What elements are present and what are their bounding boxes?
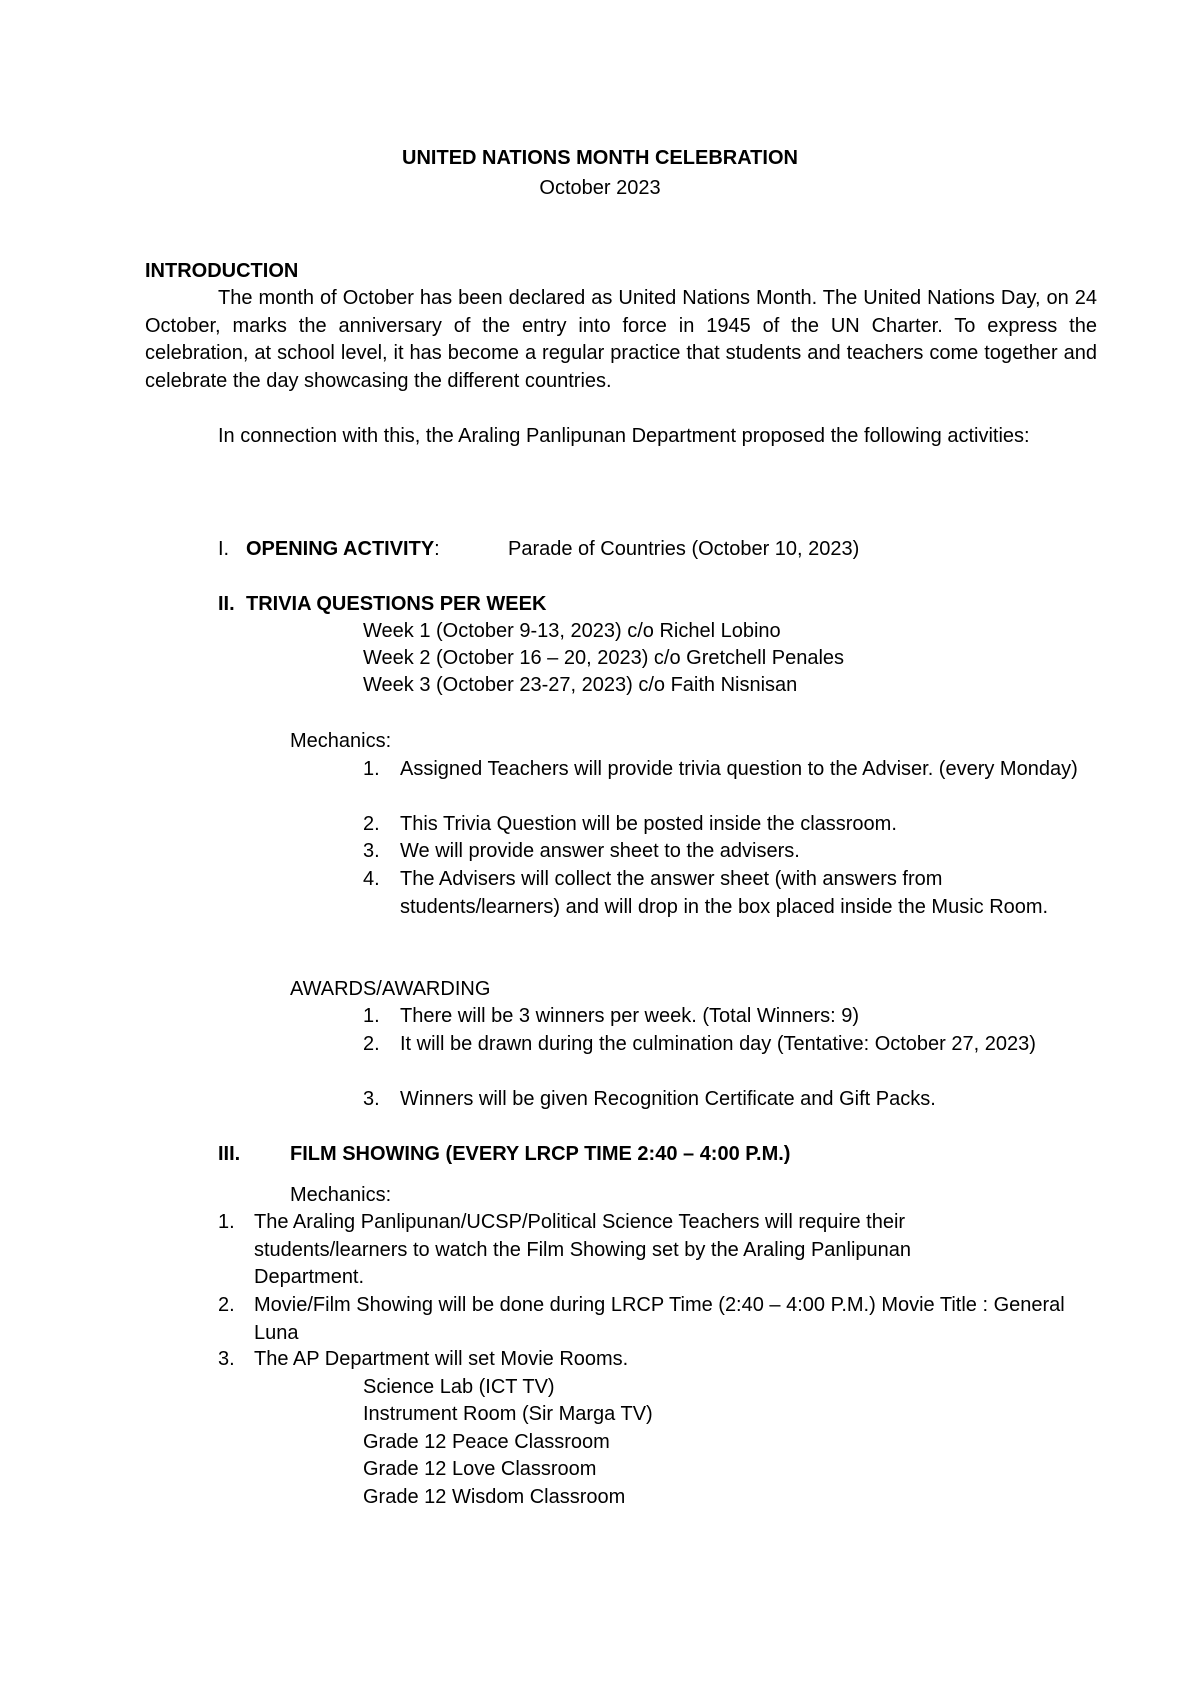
list-item: We will provide answer sheet to the advisers. (400, 840, 800, 862)
section-1-description: Parade of Countries (October 10, 2023) (508, 538, 860, 560)
movie-room-item: Grade 12 Peace Classroom (363, 1431, 610, 1453)
list-item: Assigned Teachers will provide trivia question to the Adviser. (every Monday) (400, 758, 1078, 780)
awards-label: AWARDS/AWARDING (290, 978, 491, 1000)
movie-room-item: Science Lab (ICT TV) (363, 1376, 555, 1398)
list-item: The Advisers will collect the answer sheet (with answers from students/learners) and will drop in the box placed inside the Music Room. (400, 868, 1049, 918)
section-3-numeral: III. (218, 1143, 241, 1165)
introduction-paragraph-1: The month of October has been declared as United Nations Month. The United Nations Day, on 24 October, marks the anniversary of the entry into force in 1945 of the UN Charter. To express the celebration, at school level, it has become a regular practice that students and teachers come together and celebrate the day showcasing the different countries. (145, 287, 1097, 392)
movie-room-item: Grade 12 Love Classroom (363, 1458, 597, 1480)
list-number: 3. (218, 1348, 235, 1370)
section-3-heading: FILM SHOWING (EVERY LRCP TIME 2:40 – 4:00 P.M.) (290, 1143, 791, 1165)
list-item: This Trivia Question will be posted inside the classroom. (400, 813, 897, 835)
list-number: 1. (363, 1005, 380, 1027)
movie-room-item: Instrument Room (Sir Marga TV) (363, 1403, 653, 1425)
list-number: 1. (218, 1211, 235, 1233)
list-item: Movie/Film Showing will be done during LRCP Time (2:40 – 4:00 P.M.) Movie Title : General Luna (254, 1294, 1065, 1344)
list-number: 3. (363, 1088, 380, 1110)
list-number: 2. (218, 1294, 235, 1316)
introduction-paragraph-2: In connection with this, the Araling Panlipunan Department proposed the following activities: (218, 424, 1030, 447)
section-1-numeral: I. (218, 538, 230, 560)
list-item: Winners will be given Recognition Certificate and Gift Packs. (400, 1088, 936, 1110)
introduction-body (145, 285, 1097, 450)
week-item: Week 1 (October 9-13, 2023) c/o Richel Lobino (363, 620, 781, 642)
document-title: UNITED NATIONS MONTH CELEBRATION (402, 147, 798, 169)
list-number: 4. (363, 868, 380, 890)
list-item: The Araling Panlipunan/UCSP/Political Science Teachers will require their students/learners to watch the Film Showing set by the Araling Panlipunan Department. (254, 1211, 912, 1288)
list-number: 2. (363, 813, 380, 835)
list-number: 2. (363, 1033, 380, 1055)
section-1-heading: OPENING ACTIVITY (246, 538, 435, 560)
document-date: October 2023 (539, 177, 661, 199)
section-3-mechanics-label: Mechanics: (290, 1184, 392, 1206)
week-item: Week 2 (October 16 – 20, 2023) c/o Gretchell Penales (363, 647, 845, 669)
introduction-heading: INTRODUCTION (145, 260, 299, 282)
section-2-mechanics-label: Mechanics: (290, 730, 392, 752)
section-2-heading: TRIVIA QUESTIONS PER WEEK (246, 593, 547, 615)
list-item: The AP Department will set Movie Rooms. (254, 1348, 629, 1370)
movie-room-item: Grade 12 Wisdom Classroom (363, 1486, 626, 1508)
list-number: 3. (363, 840, 380, 862)
list-item: There will be 3 winners per week. (Total Winners: 9) (400, 1005, 860, 1027)
week-item: Week 3 (October 23-27, 2023) c/o Faith Nisnisan (363, 674, 798, 696)
section-2-numeral: II. (218, 593, 235, 615)
list-item: It will be drawn during the culmination day (Tentative: October 27, 2023) (400, 1033, 1036, 1055)
section-1-heading-line: OPENING ACTIVITY: (246, 538, 440, 560)
list-number: 1. (363, 758, 380, 780)
